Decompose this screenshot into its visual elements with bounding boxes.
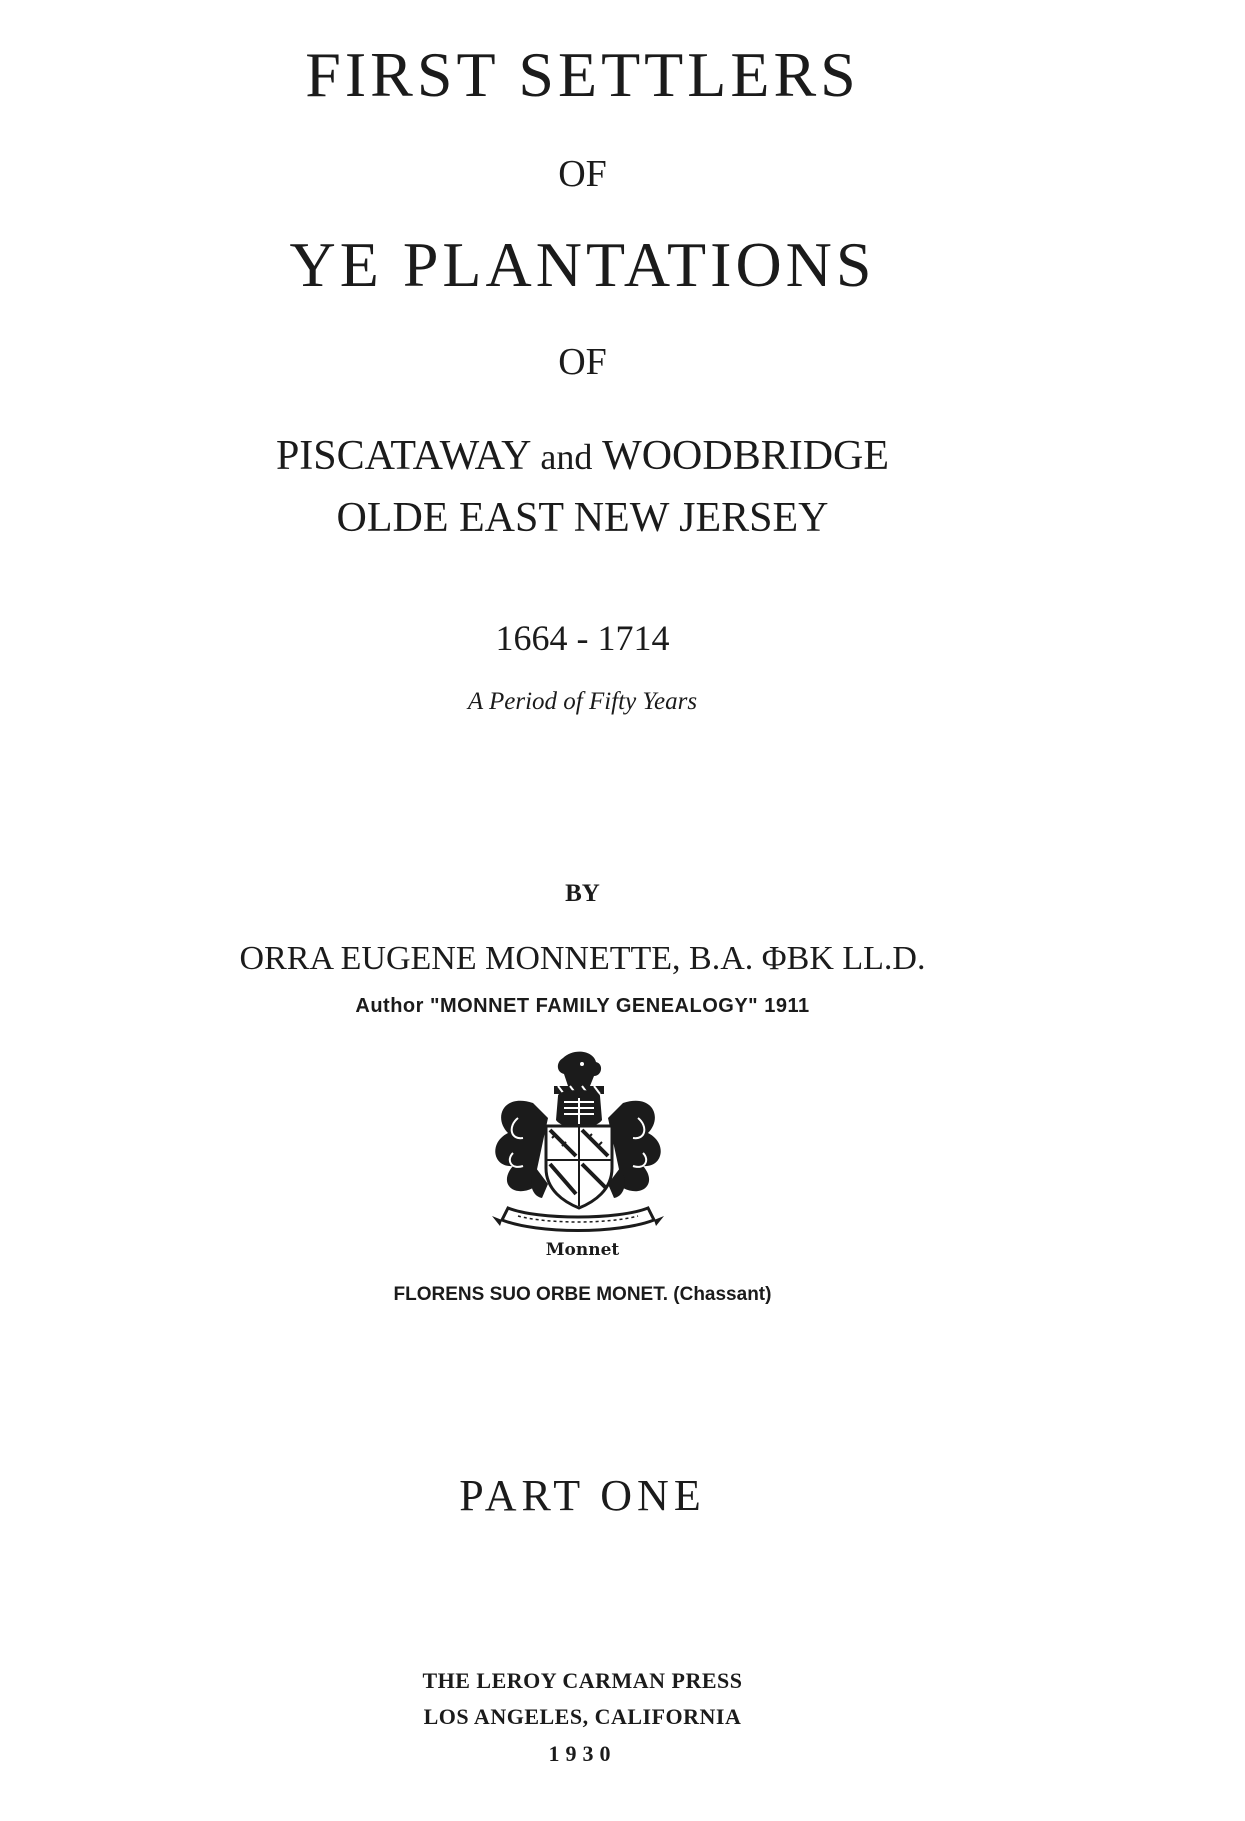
byline-by: BY <box>565 880 600 907</box>
motto: FLORENS SUO ORBE MONET. (Chassant) <box>393 1284 772 1305</box>
author-note: Author "MONNET FAMILY GENEALOGY" 1911 <box>355 995 810 1017</box>
coat-of-arms-icon <box>478 1048 678 1238</box>
title-of-1: OF <box>558 153 607 195</box>
title-line-2: YE PLANTATIONS <box>289 229 876 300</box>
place-name-1: PISCATAWAY <box>275 433 530 479</box>
publication-year: 1930 <box>548 1741 617 1766</box>
publisher-name: THE LEROY CARMAN PRESS <box>422 1668 743 1693</box>
place-and: and <box>540 437 593 477</box>
author-name: ORRA EUGENE MONNETTE, B.A. ΦBK LL.D. <box>239 940 926 977</box>
title-line-1: FIRST SETTLERS <box>305 39 860 110</box>
place-line-2: OLDE EAST NEW JERSEY <box>336 495 829 541</box>
subtitle: A Period of Fifty Years <box>467 688 698 715</box>
title-of-2: OF <box>558 341 607 383</box>
date-range: 1664 - 1714 <box>495 618 670 658</box>
publisher-city: LOS ANGELES, CALIFORNIA <box>423 1704 742 1729</box>
crest-caption: Monnet <box>545 1240 620 1260</box>
part-heading: PART ONE <box>459 1471 706 1520</box>
place-name-2: WOODBRIDGE <box>602 433 890 479</box>
place-line-1 <box>0 432 1165 480</box>
